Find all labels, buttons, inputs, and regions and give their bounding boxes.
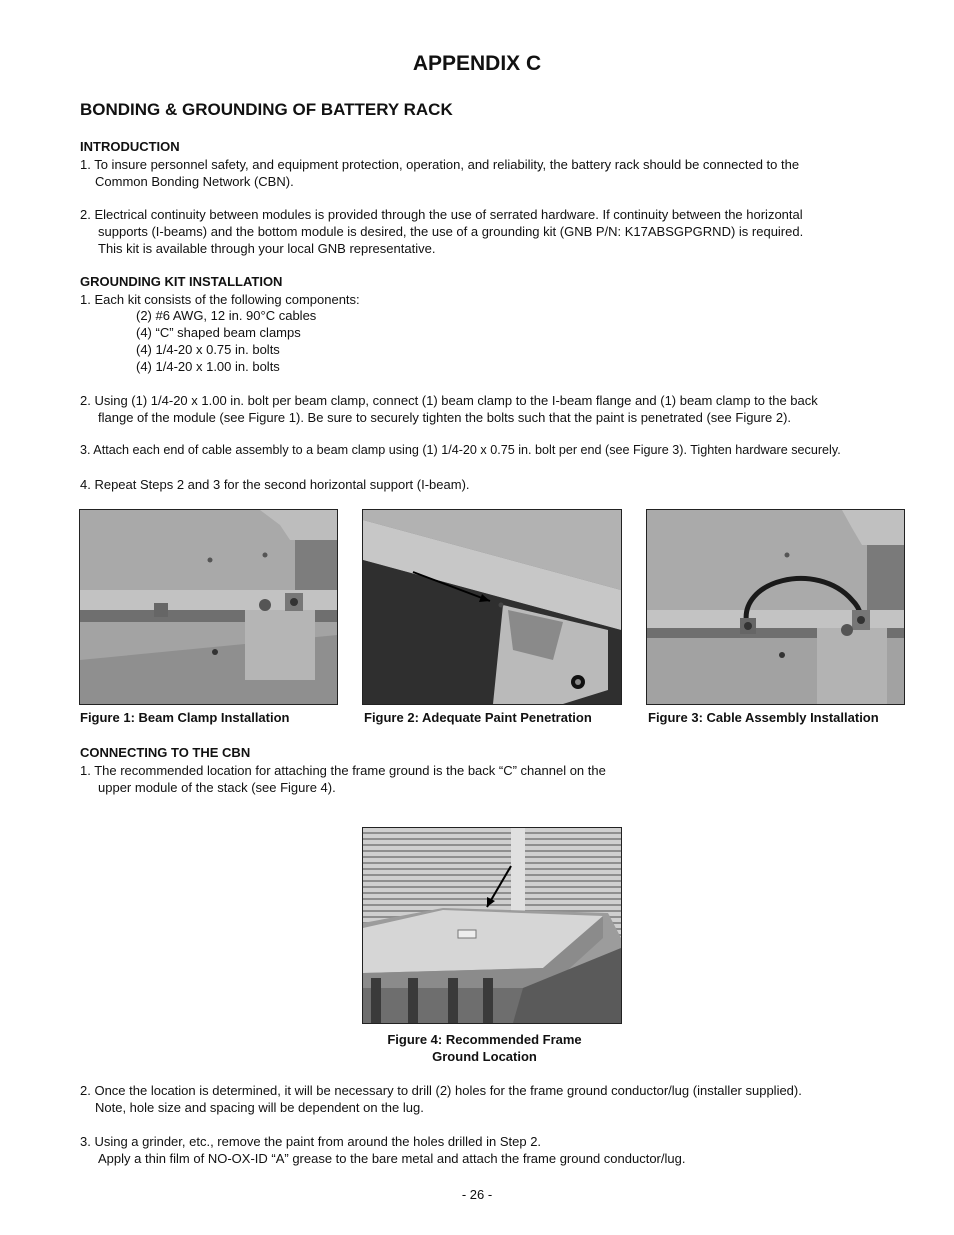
page-number: - 26 - <box>461 1187 493 1202</box>
kit-component: (4) 1/4-20 x 1.00 in. bolts <box>136 359 280 374</box>
intro-item-2-line-3: This kit is available through your local GNB representative. <box>98 241 436 256</box>
page-title: APPENDIX C <box>412 52 542 75</box>
figure-4-photo <box>362 827 622 1024</box>
intro-item-1-line-1: 1. To insure personnel safety, and equipment protection, operation, and reliability, the battery rack should be connected to the <box>80 157 800 172</box>
cbn-item-3-line-2: Apply a thin film of NO-OX-ID “A” grease to the bare metal and attach the frame ground conductor/lug. <box>98 1151 686 1166</box>
kit-item-2-line-2: flange of the module (see Figure 1). Be sure to securely tighten the bolts such that the paint is penetrated (see Figure 2). <box>98 410 792 425</box>
intro-item-2-line-1: 2. Electrical continuity between modules is provided through the use of serrated hardware. If continuity between the horizontal <box>80 207 803 222</box>
kit-component: (4) 1/4-20 x 0.75 in. bolts <box>136 342 280 357</box>
cbn-item-1-line-1: 1. The recommended location for attaching the frame ground is the back “C” channel on the <box>80 763 606 778</box>
figure-2-caption: Figure 2: Adequate Paint Penetration <box>364 710 592 725</box>
figure-3-photo <box>646 509 905 705</box>
kit-component: (4) “C” shaped beam clamps <box>136 325 301 340</box>
introduction-heading: INTRODUCTION <box>80 139 180 154</box>
figure-2-photo <box>362 509 622 705</box>
cbn-item-2-line-2: Note, hole size and spacing will be dependent on the lug. <box>95 1100 424 1115</box>
section-heading: BONDING & GROUNDING OF BATTERY RACK <box>80 100 453 119</box>
grounding-kit-heading: GROUNDING KIT INSTALLATION <box>80 274 283 289</box>
intro-item-1-line-2: Common Bonding Network (CBN). <box>95 174 294 189</box>
intro-item-2-line-2: supports (I-beams) and the bottom module is desired, the use of a grounding kit (GNB P/N: K17ABSGPGRND) is required. <box>98 224 804 239</box>
kit-item-4: 4. Repeat Steps 2 and 3 for the second horizontal support (I-beam). <box>80 477 470 492</box>
figure-1-photo <box>79 509 338 705</box>
cbn-heading: CONNECTING TO THE CBN <box>80 745 251 760</box>
figure-4-caption <box>362 1031 607 1065</box>
cbn-item-2-line-1: 2. Once the location is determined, it will be necessary to drill (2) holes for the frame ground conductor/lug (installer supplied). <box>80 1083 802 1098</box>
figure-4-caption-line-2: Ground Location <box>432 1049 537 1064</box>
cbn-item-1-line-2: upper module of the stack (see Figure 4). <box>98 780 336 795</box>
figure-3-caption: Figure 3: Cable Assembly Installation <box>648 710 879 725</box>
figure-4-caption-line-1: Figure 4: Recommended Frame <box>387 1032 582 1047</box>
figure-1-caption: Figure 1: Beam Clamp Installation <box>80 710 290 725</box>
kit-item-2-line-1: 2. Using (1) 1/4-20 x 1.00 in. bolt per beam clamp, connect (1) beam clamp to the I-beam flange and (1) beam clamp to the back <box>80 393 818 408</box>
kit-item-3: 3. Attach each end of cable assembly to a beam clamp using (1) 1/4-20 x 0.75 in. bolt per end (see Figure 3). Tighten hardware securely. <box>80 443 841 457</box>
kit-item-1: 1. Each kit consists of the following components: <box>80 292 360 307</box>
kit-component: (2) #6 AWG, 12 in. 90°C cables <box>136 308 317 323</box>
cbn-item-3-line-1: 3. Using a grinder, etc., remove the paint from around the holes drilled in Step 2. <box>80 1134 542 1149</box>
